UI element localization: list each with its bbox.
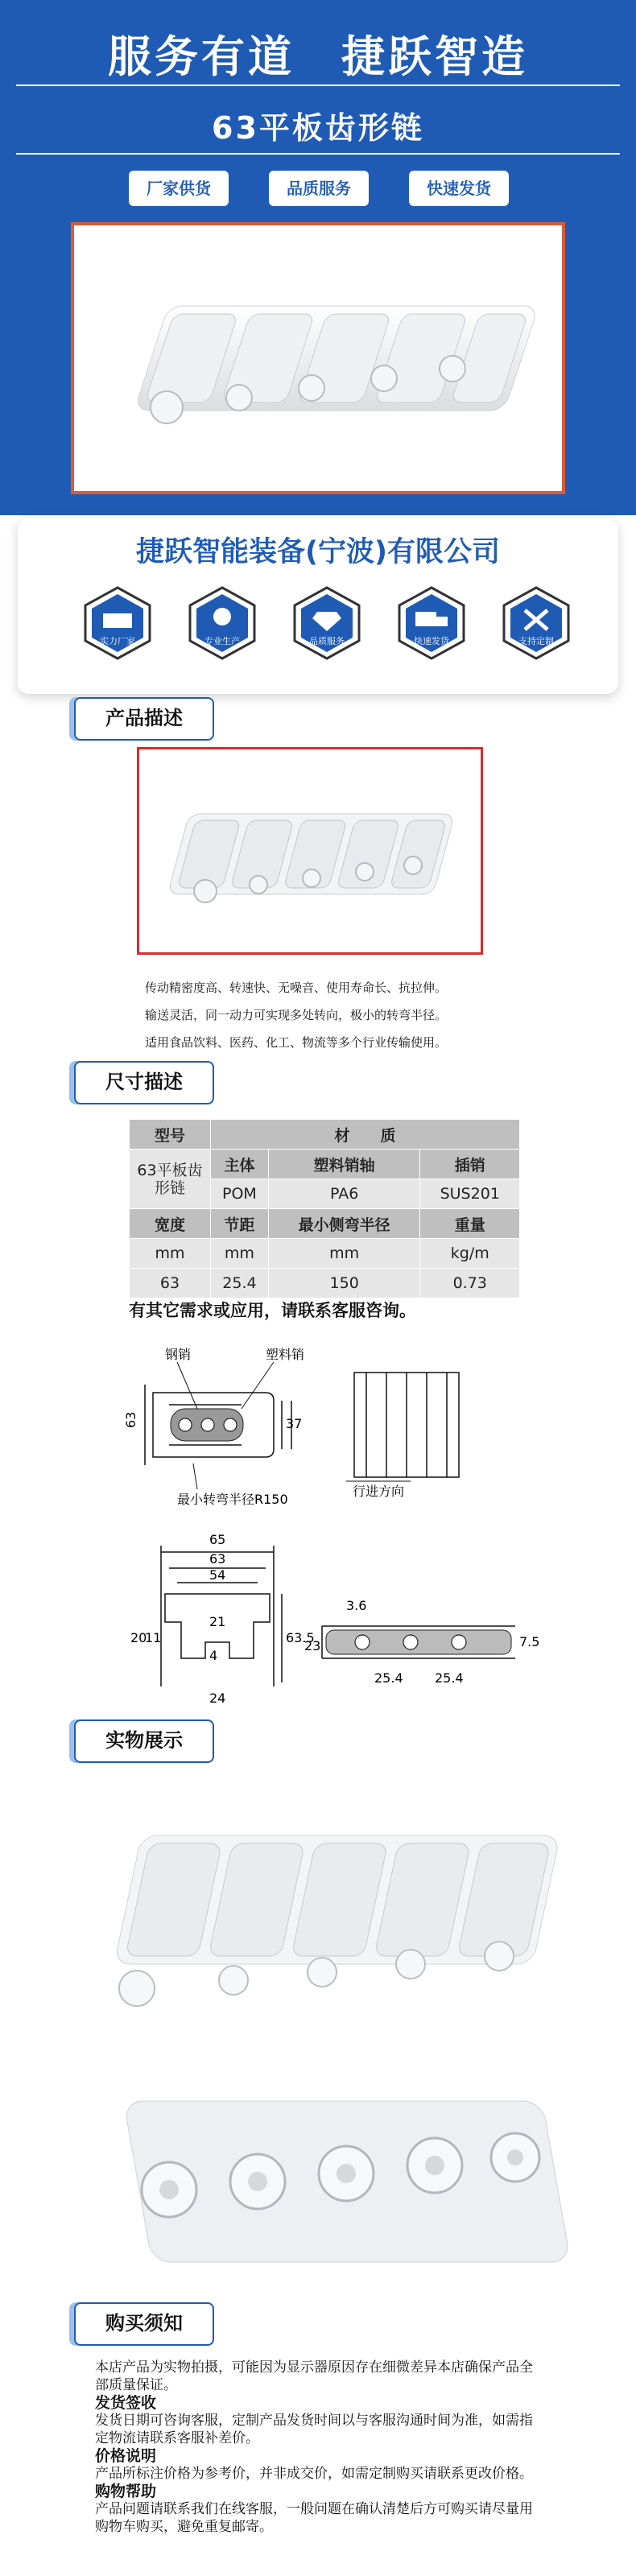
technical-drawing-section [121,1521,539,1723]
dim-label: 3.6 [346,1598,367,1613]
table-cell: 最小侧弯半径 [268,1209,420,1239]
table-cell: 150 [268,1269,420,1298]
dim-label: 20 [130,1630,147,1645]
table-cell: POM [211,1179,269,1209]
company-name: 捷跃智能装备(宁波)有限公司 [136,536,500,568]
worker-icon [184,584,261,662]
dim-label: 65 [209,1532,226,1547]
purchase-text: 产品问题请联系我们在线客服，一般问题在确认清楚后方可购买请尽量用购物车购买，避免重复邮寄。 [95,2501,533,2535]
table-cell: kg/m [420,1239,520,1269]
table-cell: mm [268,1239,420,1269]
dim-label: 24 [209,1690,226,1706]
company-card [18,518,618,694]
description-line: 输送灵活，同一动力可实现多处转向，极小的转弯半径。 [145,1008,448,1022]
dim-label: 63.5 [286,1630,315,1645]
table-cell: SUS201 [420,1179,520,1209]
purchase-heading: 购物帮助 [95,2483,157,2500]
chain-illustration [74,225,562,491]
table-cell: 63 [130,1269,211,1298]
label-plastic-pin: 塑料销 [266,1347,305,1362]
dim-label: 25.4 [374,1670,403,1686]
label-direction: 行进方向 [353,1484,405,1499]
description-line: 传动精密度高、转速快、无噪音、使用寿命长、抗拉伸。 [145,980,448,995]
product-title: 63平板齿形链 [212,110,424,146]
badge-label: 支持定制 [518,636,554,646]
product-photo [71,222,565,494]
spec-table [129,1119,520,1298]
table-cell: PA6 [268,1179,420,1209]
section-title-purchase: 购买须知 [74,2302,214,2346]
label-steel-pin: 钢销 [165,1347,192,1362]
table-cell: 重量 [420,1209,520,1239]
divider [16,153,620,155]
badge-label: 品质服务 [309,636,345,646]
table-cell: 插销 [420,1150,520,1179]
dim-label: 54 [209,1567,226,1583]
spec-note: 有其它需求或应用，请联系客服咨询。 [129,1301,416,1320]
showcase-photo-top [81,1787,580,2045]
section-title-showcase: 实物展示 [74,1719,214,1763]
pill-factory-supply: 厂家供货 [129,171,229,206]
table-cell: 主体 [211,1150,269,1179]
badge-professional-production [184,584,261,662]
purchase-note [95,2359,546,2536]
table-cell: 0.73 [420,1269,520,1298]
purchase-text: 本店产品为实物拍摄，可能因为显示器原因存在细微差异本店确保产品全部质量保证。 [95,2359,533,2393]
dim-label: 63 [209,1551,226,1567]
table-cell: 材 质 [211,1120,520,1150]
purchase-text: 发货日期可咨询客服，定制产品发货时间以与客服沟通时间为准，如需指定物流请联系客服补差价。 [95,2413,533,2446]
chain-illustration [139,749,481,952]
divider [16,85,620,86]
dim-label: 11 [145,1630,162,1645]
dim-label: 4 [209,1648,218,1663]
table-cell: 宽度 [130,1209,211,1239]
pill-quality-service: 品质服务 [269,171,369,206]
technical-drawing-top [121,1328,523,1513]
factory-icon [79,584,156,662]
label-min-radius: 最小转弯半径R150 [177,1492,288,1507]
badge-custom-support [498,584,575,662]
badge-strong-factory [79,584,156,662]
diamond-icon [288,584,365,662]
badge-label: 快速发货 [414,636,449,646]
table-cell: 塑料销轴 [268,1150,420,1179]
badge-label: 实力厂家 [100,636,135,646]
table-cell: 63平板齿形链 [130,1150,211,1209]
table-cell: 节距 [211,1209,269,1239]
table-cell: 型号 [130,1120,211,1150]
badge-fast-shipping [393,584,470,662]
dim-label: 63 [123,1411,138,1428]
table-cell: mm [130,1239,211,1269]
badge-quality-service [288,584,365,662]
dim-label: 21 [209,1614,226,1629]
purchase-text: 产品所标注价格为参考价，并非成交价，如需定制购买请联系更改价格。 [95,2466,533,2482]
table-cell: 25.4 [211,1269,269,1298]
badge-label: 专业生产 [204,636,240,646]
dim-label: 37 [286,1416,303,1431]
section-title-description: 产品描述 [74,697,214,741]
tools-icon [498,584,575,662]
purchase-heading: 发货签收 [95,2394,157,2412]
truck-icon [393,584,470,662]
dim-label: 25.4 [435,1670,464,1686]
section-title-dimensions: 尺寸描述 [74,1061,214,1104]
description-photo [137,747,483,955]
dim-label: 7.5 [519,1634,539,1649]
description-line: 适用食品饮料、医药、化工、物流等多个行业传输使用。 [145,1035,448,1050]
table-cell: mm [211,1239,269,1269]
dim-label: 23 [304,1638,321,1653]
showcase-photo-bottom [81,2061,580,2302]
purchase-heading: 价格说明 [95,2447,157,2465]
slogan: 服务有道 捷跃智造 [108,31,528,82]
pill-fast-shipping: 快速发货 [409,171,509,206]
